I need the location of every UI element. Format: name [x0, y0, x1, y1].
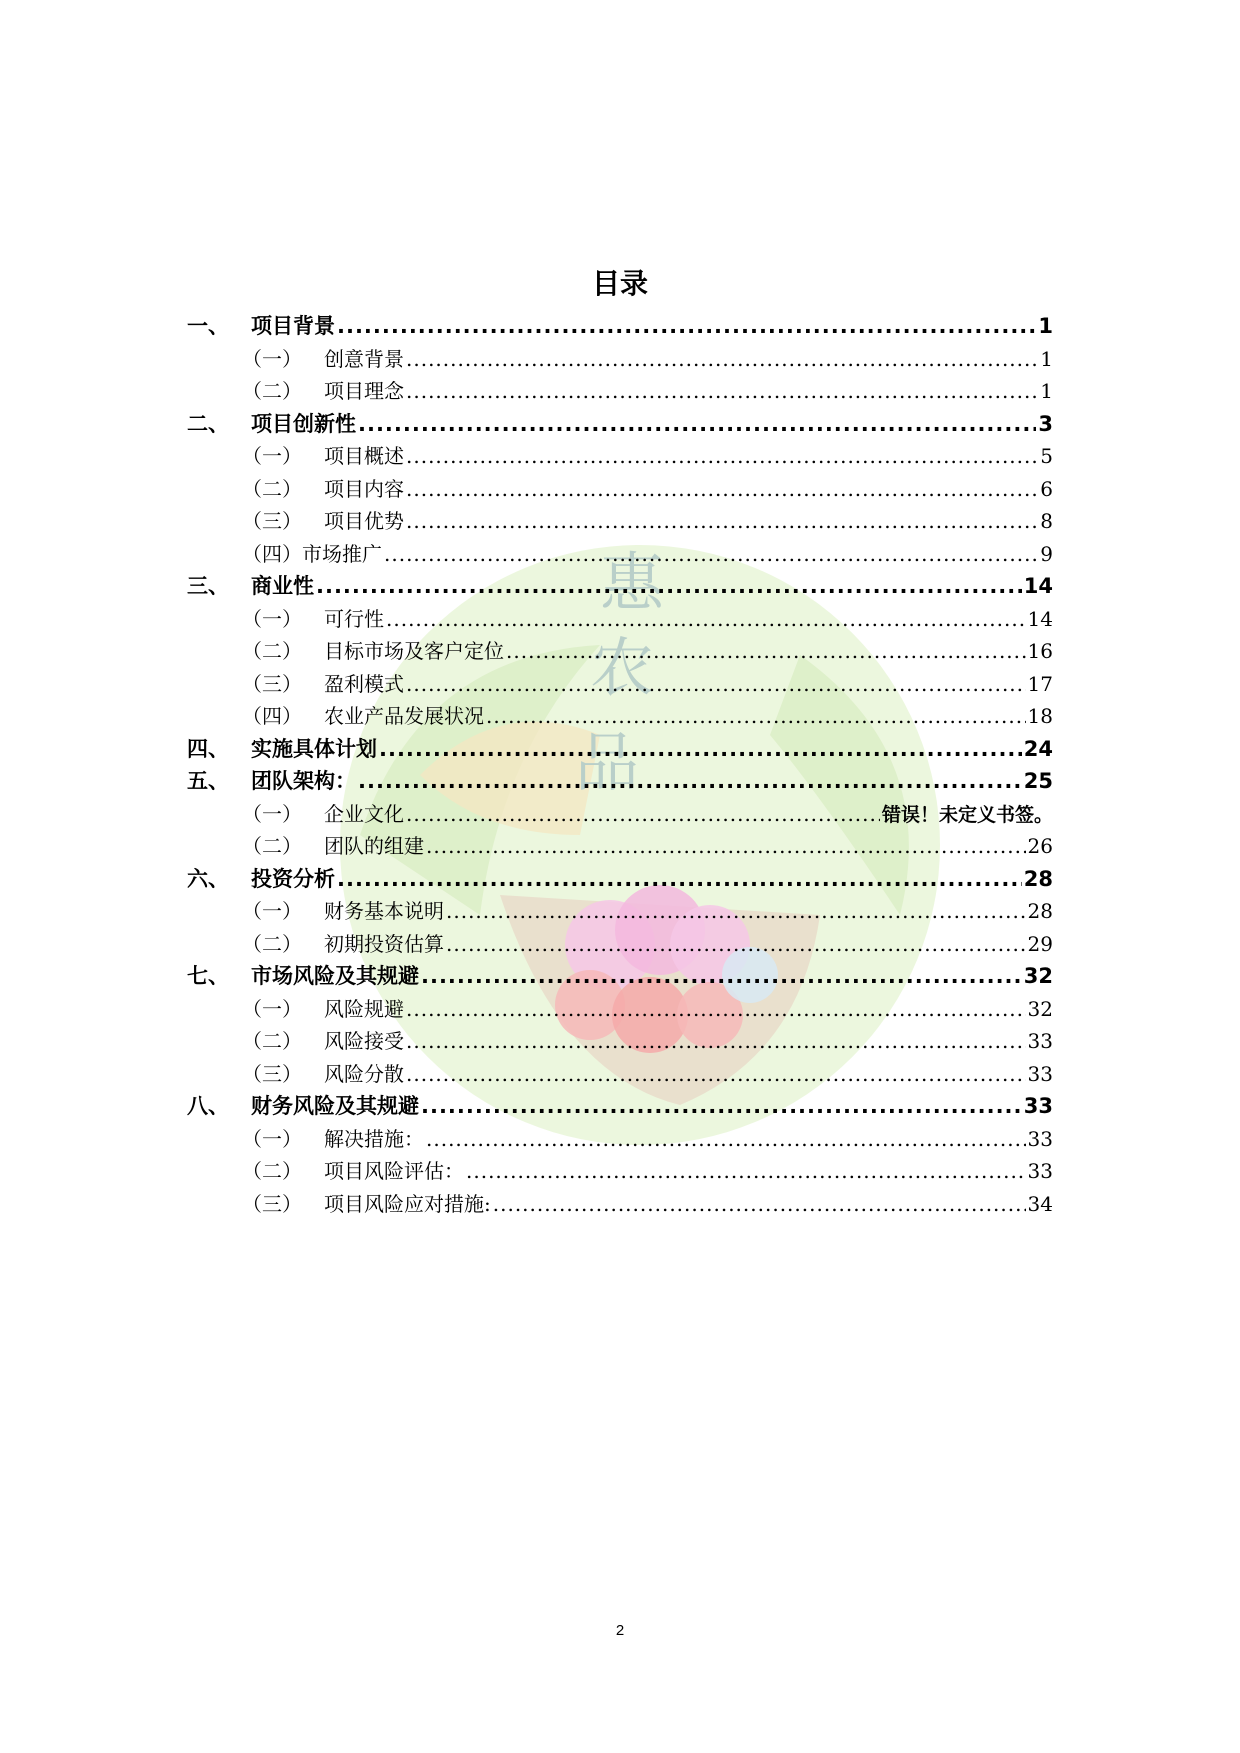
toc-dot-leader — [386, 607, 1026, 631]
toc-entry[interactable] — [187, 1155, 1053, 1188]
toc-entry-number: （三） — [242, 1061, 302, 1086]
toc-entry[interactable] — [187, 733, 1053, 766]
toc-entry[interactable] — [187, 538, 1053, 571]
toc-entry-page: 33 — [1027, 1029, 1053, 1053]
toc-entry-number: （三） — [242, 671, 302, 696]
toc-entry-page: 17 — [1027, 671, 1053, 696]
toc-entry[interactable] — [187, 798, 1053, 831]
toc-entry-number: （一） — [242, 1126, 302, 1151]
toc-entry-page: 32 — [1023, 964, 1053, 988]
toc-entry-label: 盈利模式 — [324, 671, 404, 696]
toc-dot-leader — [337, 314, 1036, 338]
toc-entry[interactable] — [187, 1058, 1053, 1091]
toc-entry-number: （四） — [242, 704, 302, 728]
page-number: 2 — [615, 1622, 625, 1639]
toc-entry-number: 四、 — [187, 736, 229, 761]
toc-entry-label: 风险接受 — [324, 1029, 404, 1053]
toc-entry-label: 团队架构： — [251, 769, 356, 793]
toc-entry-page: 5 — [1040, 444, 1053, 468]
toc-entry[interactable] — [187, 570, 1053, 603]
toc-dot-leader — [384, 542, 1038, 566]
toc-entry-page: 14 — [1023, 574, 1053, 598]
toc-entry-number: （一） — [242, 801, 302, 826]
toc-entry-number: （二） — [242, 379, 302, 403]
toc-entry[interactable] — [187, 765, 1053, 798]
toc-entry-number: （二） — [242, 1029, 302, 1053]
toc-dot-leader — [486, 704, 1026, 728]
toc-entry-page: 24 — [1023, 736, 1053, 761]
toc-entry-page: 29 — [1027, 931, 1053, 956]
toc-entry[interactable] — [187, 310, 1053, 343]
toc-entry-number: （二） — [242, 834, 302, 858]
toc-entry-label: 项目概述 — [324, 444, 404, 468]
toc-title: 目录 — [591, 267, 648, 300]
toc-entry-number: （二） — [242, 476, 302, 501]
toc-entry-number: （一） — [242, 346, 302, 371]
toc-entry-page: 16 — [1027, 639, 1053, 663]
toc-entry-page: 33 — [1027, 1126, 1053, 1151]
watermark-char-1: 惠 — [600, 547, 664, 621]
toc-entry-number: （一） — [242, 444, 302, 468]
toc-entry[interactable] — [187, 603, 1053, 636]
toc-entry[interactable] — [187, 1123, 1053, 1156]
toc-dot-leader — [406, 347, 1038, 371]
toc-entry-label: 项目理念 — [324, 379, 404, 403]
toc-entry-label: 团队的组建 — [324, 834, 424, 858]
toc-entry-label: 项目内容 — [324, 476, 404, 501]
toc-entry-number: 六、 — [187, 866, 229, 891]
toc-dot-leader — [358, 769, 1022, 793]
toc-entry-page: 3 — [1038, 411, 1053, 436]
toc-entry-number: （二） — [242, 931, 302, 956]
toc-dot-leader — [421, 1094, 1022, 1118]
toc-dot-leader — [358, 412, 1036, 436]
toc-dot-leader — [337, 867, 1022, 891]
toc-entry-number: （一） — [242, 606, 302, 631]
toc-dot-leader — [406, 672, 1026, 696]
toc-entry-number: （一） — [242, 996, 302, 1021]
toc-dot-leader — [493, 1192, 1026, 1216]
toc-entry-page: 1 — [1040, 346, 1053, 371]
toc-entry-number: （三） — [242, 509, 302, 533]
toc-entry-label: 财务风险及其规避 — [251, 1094, 419, 1118]
toc-entry-number: 八、 — [187, 1094, 229, 1118]
toc-entry-page: 6 — [1040, 476, 1053, 501]
toc-entry-page: 32 — [1027, 996, 1053, 1021]
toc-entry[interactable] — [187, 1025, 1053, 1058]
toc-entry[interactable] — [187, 928, 1053, 961]
toc-dot-leader — [406, 1029, 1026, 1053]
toc-entry-number: 五、 — [187, 769, 229, 793]
toc-entry[interactable] — [187, 895, 1053, 928]
toc-dot-leader — [406, 509, 1038, 533]
toc-entry-page: 14 — [1027, 606, 1053, 631]
toc-entry[interactable] — [187, 700, 1053, 733]
toc-dot-leader — [466, 1159, 1026, 1183]
toc-entry-number: 二、 — [187, 411, 229, 436]
toc-entry-label: 风险分散 — [324, 1061, 404, 1086]
toc-dot-leader — [406, 444, 1038, 468]
toc-entry[interactable] — [187, 993, 1053, 1026]
toc-dot-leader — [426, 834, 1026, 858]
toc-entry-label: 项目风险应对措施: — [324, 1191, 491, 1216]
toc-entry-label: 财务基本说明 — [324, 899, 444, 923]
toc-entry-number: （四） — [242, 541, 302, 566]
toc-dot-leader — [421, 964, 1022, 988]
toc-dot-leader — [426, 1127, 1026, 1151]
toc-dot-leader — [406, 379, 1038, 403]
toc-entry-label: 创意背景 — [324, 346, 404, 371]
toc-dot-leader — [316, 574, 1022, 598]
toc-entry-page: 8 — [1040, 509, 1053, 533]
toc-dot-leader — [446, 899, 1026, 923]
toc-entry[interactable] — [187, 1090, 1053, 1123]
toc-entry-page: 28 — [1023, 866, 1053, 891]
toc-entry[interactable] — [187, 505, 1053, 538]
toc-entry-label: 实施具体计划 — [251, 736, 377, 761]
toc-entry-page: 9 — [1040, 541, 1053, 566]
toc-entry-number: 一、 — [187, 314, 229, 338]
toc-entry-page: 34 — [1027, 1191, 1053, 1216]
toc-entry[interactable] — [187, 408, 1053, 441]
toc-entry[interactable] — [187, 343, 1053, 376]
table-of-contents — [187, 310, 1053, 1220]
toc-entry-page: 1 — [1040, 379, 1053, 403]
toc-dot-leader — [446, 932, 1026, 956]
toc-entry[interactable] — [187, 960, 1053, 993]
toc-entry-label: 企业文化 — [324, 801, 404, 826]
toc-entry[interactable] — [187, 375, 1053, 408]
toc-entry-number: （一） — [242, 899, 302, 923]
toc-entry-page: 33 — [1023, 1094, 1053, 1118]
watermark-char-2: 农 — [590, 632, 654, 706]
toc-entry-label: 项目优势 — [324, 509, 404, 533]
toc-entry[interactable] — [187, 635, 1053, 668]
toc-entry-number: （二） — [242, 639, 302, 663]
toc-entry-label: 市场风险及其规避 — [251, 964, 419, 988]
toc-entry[interactable] — [187, 440, 1053, 473]
toc-entry-label: 市场推广 — [302, 541, 382, 566]
toc-entry-label: 解决措施： — [324, 1126, 424, 1151]
toc-entry[interactable] — [187, 668, 1053, 701]
toc-entry-page: 33 — [1027, 1159, 1053, 1183]
toc-entry-number: （三） — [242, 1191, 302, 1216]
toc-entry-page: 26 — [1027, 834, 1053, 858]
watermark-char-3: 品 — [575, 727, 639, 801]
toc-entry-number: （二） — [242, 1159, 302, 1183]
toc-entry-label: 项目创新性 — [251, 411, 356, 436]
toc-entry-label: 风险规避 — [324, 996, 404, 1021]
toc-entry-label: 可行性 — [324, 606, 384, 631]
toc-entry-page: 18 — [1027, 704, 1053, 728]
toc-dot-leader — [506, 639, 1026, 663]
toc-dot-leader — [379, 737, 1022, 761]
toc-entry-label: 商业性 — [251, 574, 314, 598]
toc-dot-leader — [406, 1062, 1026, 1086]
toc-entry-page: 25 — [1023, 769, 1053, 793]
toc-entry-label: 农业产品发展状况 — [324, 704, 484, 728]
toc-entry-page: 1 — [1038, 314, 1053, 338]
toc-entry-label: 初期投资估算 — [324, 931, 444, 956]
toc-entry-label: 投资分析 — [251, 866, 335, 891]
toc-entry[interactable] — [187, 1188, 1053, 1221]
toc-entry-number: 七、 — [187, 964, 229, 988]
toc-entry[interactable] — [187, 830, 1053, 863]
toc-dot-leader — [406, 802, 880, 826]
toc-entry[interactable] — [187, 863, 1053, 896]
toc-entry-page: 错误！未定义书签。 — [881, 803, 1053, 826]
toc-entry-page: 33 — [1027, 1061, 1053, 1086]
toc-dot-leader — [406, 997, 1026, 1021]
toc-entry-label: 项目背景 — [251, 314, 335, 338]
toc-entry-page: 28 — [1027, 899, 1053, 923]
toc-entry-label: 目标市场及客户定位 — [324, 639, 504, 663]
toc-entry-label: 项目风险评估： — [324, 1159, 464, 1183]
toc-dot-leader — [406, 477, 1038, 501]
toc-entry[interactable] — [187, 473, 1053, 506]
toc-entry-number: 三、 — [187, 574, 229, 598]
